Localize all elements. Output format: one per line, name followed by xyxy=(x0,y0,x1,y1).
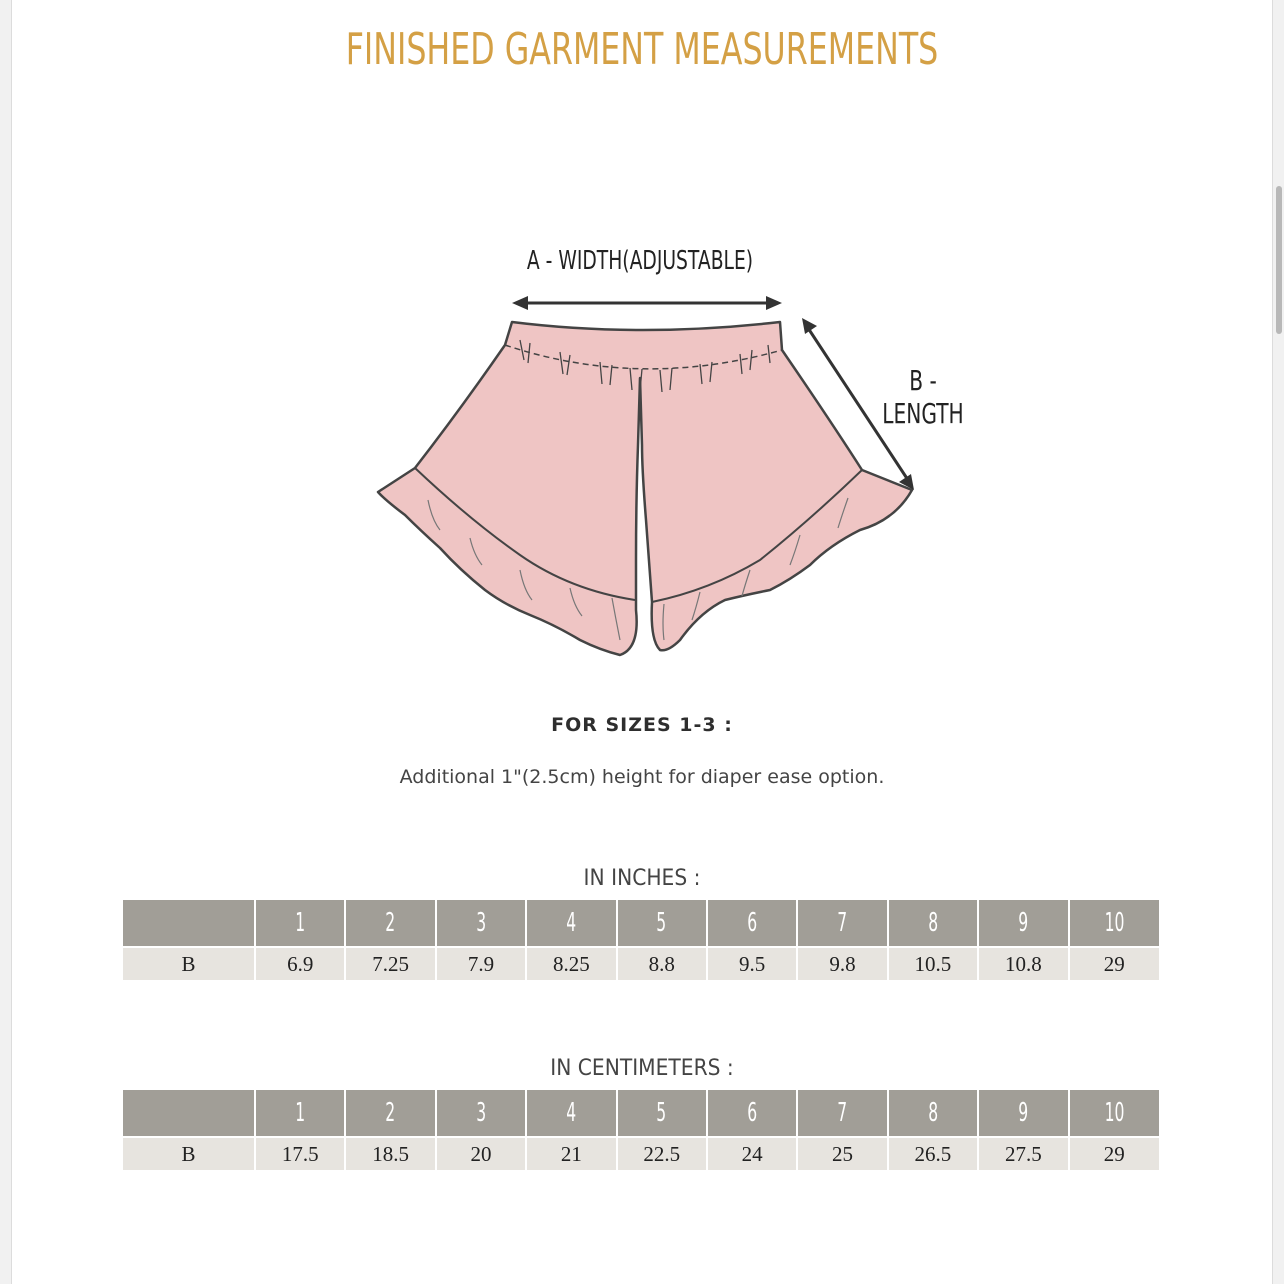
inches-heading: IN INCHES : xyxy=(583,866,701,891)
value-cell: 10.8 xyxy=(978,947,1068,980)
table-row xyxy=(123,1137,1159,1170)
shorts-diagram xyxy=(360,230,1000,680)
length-label: B - LENGTH xyxy=(882,364,964,430)
diaper-ease-note: Additional 1"(2.5cm) height for diaper ease option. xyxy=(399,766,885,788)
size-header: 9 xyxy=(978,1090,1068,1137)
size-header: 6 xyxy=(707,900,797,947)
header-corner-cell xyxy=(123,1090,255,1137)
table-row xyxy=(123,947,1159,980)
scrollbar-track[interactable] xyxy=(1272,0,1284,1284)
shorts-body xyxy=(378,322,912,655)
left-margin xyxy=(0,0,12,1284)
value-cell: 6.9 xyxy=(255,947,345,980)
value-cell: 9.8 xyxy=(797,947,887,980)
width-arrow xyxy=(512,296,782,310)
size-header: 5 xyxy=(617,1090,707,1137)
width-label: A - WIDTH(ADJUSTABLE) xyxy=(526,246,754,276)
header-corner-cell xyxy=(123,900,255,947)
size-header: 8 xyxy=(888,900,978,947)
value-cell: 21 xyxy=(526,1137,616,1170)
centimeters-heading: IN CENTIMETERS : xyxy=(550,1056,734,1081)
value-cell: 27.5 xyxy=(978,1137,1068,1170)
size-header: 2 xyxy=(345,1090,435,1137)
page-title: FINISHED GARMENT MEASUREMENTS xyxy=(345,24,939,75)
size-header: 5 xyxy=(617,900,707,947)
centimeters-table xyxy=(123,1090,1159,1170)
row-label: B xyxy=(123,947,255,980)
size-header: 7 xyxy=(797,900,887,947)
value-cell: 8.8 xyxy=(617,947,707,980)
size-header: 10 xyxy=(1069,900,1159,947)
size-header: 4 xyxy=(526,900,616,947)
value-cell: 7.9 xyxy=(436,947,526,980)
size-header: 8 xyxy=(888,1090,978,1137)
value-cell: 17.5 xyxy=(255,1137,345,1170)
sizes-note: FOR SIZES 1-3 : xyxy=(551,714,733,736)
size-header: 3 xyxy=(436,1090,526,1137)
value-cell: 25 xyxy=(797,1137,887,1170)
value-cell: 10.5 xyxy=(888,947,978,980)
size-header: 1 xyxy=(255,1090,345,1137)
value-cell: 7.25 xyxy=(345,947,435,980)
value-cell: 18.5 xyxy=(345,1137,435,1170)
value-cell: 24 xyxy=(707,1137,797,1170)
value-cell: 29 xyxy=(1069,947,1159,980)
value-cell: 22.5 xyxy=(617,1137,707,1170)
size-header: 4 xyxy=(526,1090,616,1137)
table-header-row xyxy=(123,900,1159,947)
value-cell: 8.25 xyxy=(526,947,616,980)
value-cell: 20 xyxy=(436,1137,526,1170)
value-cell: 9.5 xyxy=(707,947,797,980)
size-header: 3 xyxy=(436,900,526,947)
inches-table xyxy=(123,900,1159,980)
size-header: 7 xyxy=(797,1090,887,1137)
table-header-row xyxy=(123,1090,1159,1137)
scrollbar-thumb[interactable] xyxy=(1276,186,1282,334)
size-header: 2 xyxy=(345,900,435,947)
value-cell: 29 xyxy=(1069,1137,1159,1170)
row-label: B xyxy=(123,1137,255,1170)
value-cell: 26.5 xyxy=(888,1137,978,1170)
size-header: 6 xyxy=(707,1090,797,1137)
size-header: 1 xyxy=(255,900,345,947)
size-header: 9 xyxy=(978,900,1068,947)
size-header: 10 xyxy=(1069,1090,1159,1137)
